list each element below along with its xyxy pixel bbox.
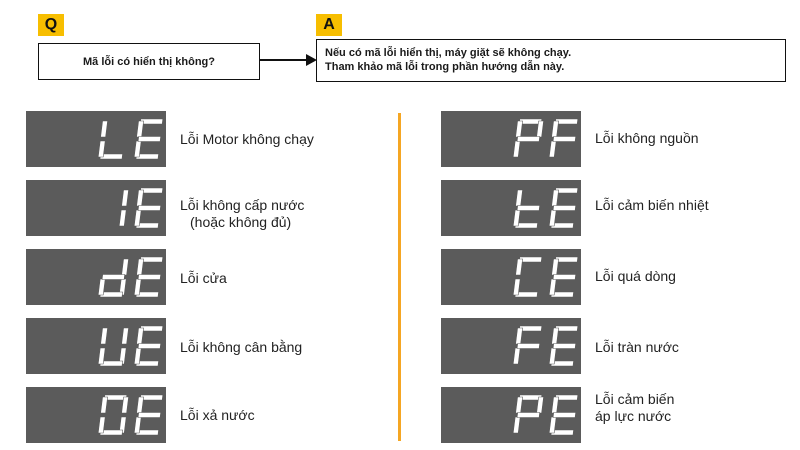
- segment-f: [516, 397, 523, 413]
- segment-f: [516, 121, 523, 137]
- error-display-de: [26, 249, 166, 305]
- segment-g: [138, 344, 161, 349]
- error-label-ie-2: (hoặc không đủ): [190, 214, 292, 230]
- segment-g: [138, 137, 161, 142]
- answer-line-1: Nếu có mã lỗi hiển thị, máy giặt sẽ không chạy.: [325, 47, 572, 59]
- segment-f: [552, 190, 559, 206]
- segment-f: [137, 259, 144, 275]
- error-label-pe-2: áp lực nước: [595, 408, 672, 424]
- segment-g: [138, 275, 161, 280]
- arrow-right-icon: [260, 50, 318, 70]
- segment-f: [516, 259, 523, 275]
- segment-f: [552, 121, 559, 137]
- segment-g: [138, 413, 161, 418]
- error-display-pf: [441, 111, 581, 167]
- segment-f: [516, 328, 523, 344]
- segment-f: [516, 190, 523, 206]
- error-label-de: Lỗi cửa: [180, 270, 227, 286]
- segment-f: [137, 121, 144, 137]
- segment-e: [513, 417, 520, 433]
- segment-g: [553, 413, 576, 418]
- question-tag: Q: [38, 14, 64, 36]
- segment-g: [517, 206, 540, 211]
- error-label-oe: Lỗi xả nước: [180, 407, 255, 423]
- error-display-oe: [26, 387, 166, 443]
- segment-g: [517, 344, 540, 349]
- segment-g: [102, 275, 125, 280]
- error-label-pf: Lỗi không nguồn: [595, 130, 699, 146]
- segment-c: [119, 210, 126, 226]
- segment-g: [517, 137, 540, 142]
- error-label-ce: Lỗi quá dòng: [595, 268, 676, 284]
- error-display-le: [26, 111, 166, 167]
- segment-g: [553, 275, 576, 280]
- error-label-ue: Lỗi không cân bằng: [180, 339, 303, 355]
- segment-e: [513, 348, 520, 364]
- segment-b: [122, 190, 129, 206]
- error-label-le: Lỗi Motor không chạy: [180, 131, 314, 147]
- answer-tag: A: [316, 14, 342, 36]
- error-label-fe: Lỗi tràn nước: [595, 339, 679, 355]
- answer-line-2: Tham khảo mã lỗi trong phần hướng dẫn này.: [325, 61, 565, 73]
- column-divider: [398, 113, 401, 441]
- segment-f: [137, 190, 144, 206]
- question-text: Mã lỗi có hiển thị không?: [83, 55, 215, 68]
- segment-g: [517, 413, 540, 418]
- error-display-ce: [441, 249, 581, 305]
- error-label-te: Lỗi cảm biến nhiệt: [595, 197, 709, 213]
- segment-f: [552, 328, 559, 344]
- segment-g: [138, 206, 161, 211]
- answer-box: [316, 39, 786, 82]
- segment-f: [101, 328, 108, 344]
- segment-f: [552, 259, 559, 275]
- segment-f: [137, 397, 144, 413]
- segment-e: [513, 141, 520, 157]
- error-label-ie: Lỗi không cấp nước: [180, 197, 305, 213]
- error-display-te: [441, 180, 581, 236]
- segment-g: [553, 137, 576, 142]
- error-label-pe: Lỗi cảm biến: [595, 391, 675, 407]
- segment-f: [101, 121, 108, 137]
- segment-f: [137, 328, 144, 344]
- segment-f: [101, 397, 108, 413]
- segment-e: [549, 141, 556, 157]
- segment-g: [553, 206, 576, 211]
- segment-b: [122, 259, 129, 275]
- segment-b: [122, 328, 129, 344]
- error-display-pe: [441, 387, 581, 443]
- segment-f: [552, 397, 559, 413]
- error-display-ie: [26, 180, 166, 236]
- error-display-fe: [441, 318, 581, 374]
- question-box: [38, 43, 260, 80]
- segment-g: [553, 344, 576, 349]
- error-display-ue: [26, 318, 166, 374]
